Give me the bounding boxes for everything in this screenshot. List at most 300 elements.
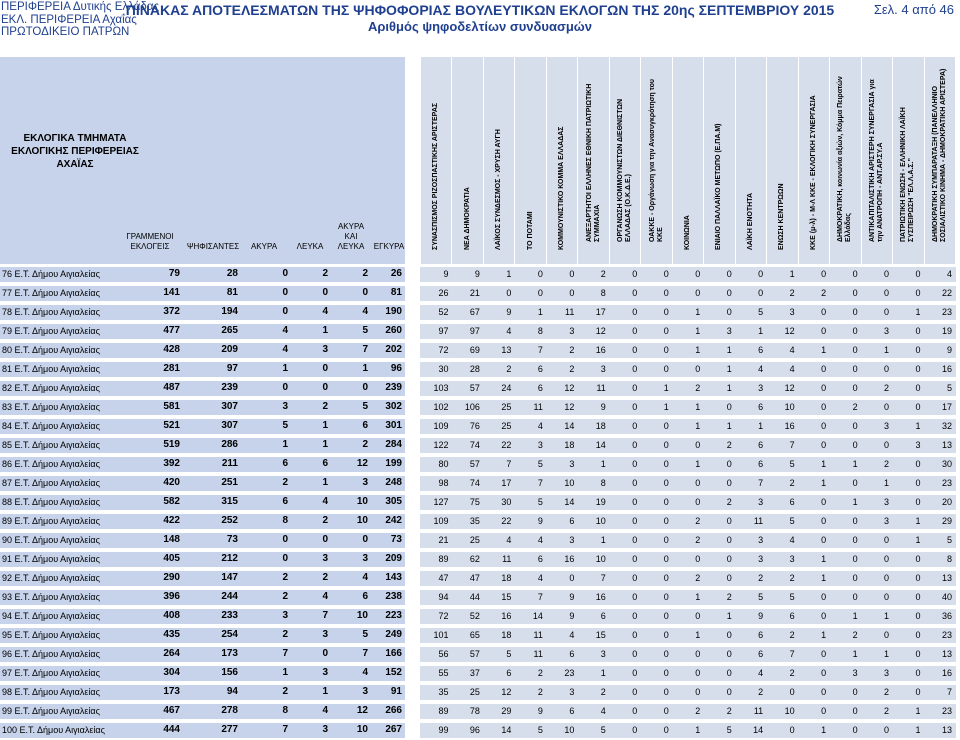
party-vote-cell: 12 [784, 383, 795, 393]
party-column-header [673, 57, 703, 264]
table-row [0, 626, 960, 645]
summary-cell: 3 [362, 553, 368, 564]
party-column-header [704, 57, 734, 264]
party-vote-cell: 4 [600, 706, 606, 716]
party-vote-cell: 13 [501, 345, 512, 355]
party-vote-cell: 0 [852, 440, 858, 450]
precinct-label: 87 Ε.Τ. Δήμου Αιγιαλείας [2, 478, 100, 488]
party-column-header [736, 57, 766, 264]
party-vote-cell: 11 [753, 706, 764, 716]
party-vote-cell: 8 [600, 288, 606, 298]
party-vote-cell: 0 [632, 421, 638, 431]
party-vote-cell: 12 [595, 326, 606, 336]
summary-cell: 10 [356, 724, 368, 735]
party-vote-cell: 23 [941, 630, 952, 640]
party-vote-cell: 0 [852, 345, 858, 355]
precinct-label: 98 Ε.Τ. Δήμου Αιγιαλείας [2, 687, 100, 697]
party-vote-cell: 0 [915, 554, 921, 564]
party-vote-cell: 4 [537, 421, 543, 431]
party-vote-cell: 97 [438, 326, 449, 336]
party-vote-cell: 0 [852, 554, 858, 564]
summary-cell: 7 [362, 344, 368, 355]
party-vote-cell: 80 [438, 459, 449, 469]
party-vote-cell: 9 [600, 402, 606, 412]
party-vote-cell: 6 [758, 630, 764, 640]
summary-cell: 7 [322, 610, 328, 621]
summary-cell: 10 [356, 496, 368, 507]
party-vote-cell: 2 [884, 383, 890, 393]
summary-cell: 0 [362, 382, 368, 393]
summary-cell: 141 [163, 287, 180, 298]
precinct-label: 94 Ε.Τ. Δήμου Αιγιαλείας [2, 611, 100, 621]
party-vote-cell: 0 [915, 478, 921, 488]
party-vote-cell: 0 [915, 345, 921, 355]
summary-cell: 10 [356, 515, 368, 526]
party-vote-cell: 11 [533, 402, 543, 412]
precinct-label: 83 Ε.Τ. Δήμου Αιγιαλείας [2, 402, 100, 412]
party-vote-cell: 7 [789, 649, 795, 659]
summary-cell: 284 [385, 439, 402, 450]
precinct-label: 91 Ε.Τ. Δήμου Αιγιαλείας [2, 554, 100, 564]
party-vote-cell: 11 [533, 630, 543, 640]
summary-cell: 3 [322, 629, 328, 640]
table-row [0, 702, 960, 721]
party-vote-cell: 0 [632, 478, 638, 488]
party-vote-cell: 0 [632, 535, 638, 545]
party-vote-cell: 4 [789, 345, 795, 355]
party-vote-cell: 14 [564, 497, 575, 507]
party-vote-cell: 6 [569, 706, 575, 716]
party-vote-cell: 7 [600, 573, 606, 583]
party-vote-cell: 0 [695, 269, 701, 279]
summary-cell: 3 [362, 686, 368, 697]
party-vote-cell: 0 [726, 478, 732, 488]
party-vote-cell: 74 [469, 478, 480, 488]
party-vote-cell: 0 [821, 440, 827, 450]
party-vote-cell: 1 [695, 725, 701, 735]
summary-cell: 91 [390, 686, 402, 697]
party-vote-cell: 8 [600, 478, 606, 488]
party-vote-cell: 0 [632, 516, 638, 526]
party-vote-cell: 0 [884, 573, 890, 583]
precinct-label: 90 Ε.Τ. Δήμου Αιγιαλείας [2, 535, 100, 545]
summary-cell: 3 [282, 610, 288, 621]
party-vote-cell: 122 [433, 440, 449, 450]
left-header-title-line: ΕΚΛΟΓΙΚΗΣ ΠΕΡΙΦΕΡΕΙΑΣ [11, 146, 139, 157]
party-vote-cell: 5 [758, 307, 764, 317]
party-vote-cell: 2 [789, 288, 795, 298]
party-vote-cell: 0 [852, 307, 858, 317]
summary-cell: 6 [322, 458, 328, 469]
summary-cell: 248 [385, 477, 402, 488]
summary-cell: 2 [282, 572, 288, 583]
party-vote-cell: 2 [852, 630, 858, 640]
party-vote-cell: 0 [663, 649, 669, 659]
summary-cell: 0 [322, 534, 328, 545]
page-title: ΠΙΝΑΚΑΣ ΑΠΟΤΕΛΕΣΜΑΤΩΝ ΤΗΣ ΨΗΦΟΦΟΡΙΑΣ ΒΟΥΛΕΥΤΙΚΩΝ ΕΚΛΟΓΩΝ ΤΗΣ 20ης ΣΕΠΤΕΜΒΡΙΟΥ 2015 [125, 2, 835, 18]
party-vote-cell: 1 [884, 478, 890, 488]
party-vote-cell: 0 [663, 269, 669, 279]
party-vote-cell: 47 [469, 573, 480, 583]
summary-cell: 0 [322, 648, 328, 659]
party-vote-cell: 0 [852, 326, 858, 336]
page-number: Σελ. 4 από 46 [873, 2, 954, 17]
party-vote-cell: 1 [821, 345, 827, 355]
party-vote-cell: 2 [600, 269, 606, 279]
summary-cell: 4 [322, 705, 328, 716]
party-vote-cell: 7 [758, 478, 764, 488]
party-vote-cell: 4 [569, 630, 575, 640]
summary-cell: 3 [322, 344, 328, 355]
party-vote-cell: 9 [537, 706, 543, 716]
party-vote-cell: 7 [946, 687, 952, 697]
party-vote-cell: 3 [569, 535, 575, 545]
party-vote-cell: 4 [537, 535, 543, 545]
party-vote-cell: 0 [726, 573, 732, 583]
summary-cell: 0 [322, 382, 328, 393]
summary-cell: 7 [282, 724, 288, 735]
party-vote-cell: 0 [663, 364, 669, 374]
party-vote-cell: 0 [632, 364, 638, 374]
summary-cell: 281 [163, 363, 180, 374]
left-column-header-line: ΑΚΥΡΑ [337, 222, 365, 231]
party-vote-cell: 0 [663, 459, 669, 469]
party-vote-cell: 0 [821, 326, 827, 336]
party-vote-cell: 17 [501, 478, 512, 488]
party-column-header [641, 57, 671, 264]
party-column-header [893, 57, 923, 264]
party-vote-cell: 22 [501, 516, 512, 526]
party-vote-cell: 1 [821, 459, 827, 469]
party-vote-cell: 25 [501, 402, 512, 412]
party-vote-cell: 16 [941, 668, 952, 678]
party-vote-cell: 11 [596, 383, 606, 393]
summary-cell: 6 [282, 458, 288, 469]
party-vote-cell: 5 [946, 383, 952, 393]
summary-cell: 392 [163, 458, 180, 469]
party-vote-cell: 3 [569, 459, 575, 469]
party-vote-cell: 3 [569, 687, 575, 697]
summary-cell: 242 [385, 515, 402, 526]
party-vote-cell: 6 [758, 649, 764, 659]
party-vote-cell: 7 [537, 478, 543, 488]
party-vote-cell: 74 [469, 440, 480, 450]
party-vote-cell: 1 [695, 592, 701, 602]
party-vote-cell: 0 [726, 516, 732, 526]
party-vote-cell: 10 [595, 554, 606, 564]
precinct-label: 86 Ε.Τ. Δήμου Αιγιαλείας [2, 459, 100, 469]
party-vote-cell: 0 [695, 440, 701, 450]
party-vote-cell: 0 [632, 402, 638, 412]
party-vote-cell: 23 [564, 668, 575, 678]
party-vote-cell: 2 [506, 364, 512, 374]
party-vote-cell: 1 [915, 421, 921, 431]
party-vote-cell: 6 [758, 345, 764, 355]
summary-cell: 315 [221, 496, 238, 507]
party-vote-cell: 0 [852, 421, 858, 431]
party-vote-cell: 1 [600, 459, 606, 469]
party-column-header [484, 57, 514, 264]
party-vote-cell: 0 [821, 307, 827, 317]
party-vote-cell: 16 [595, 592, 606, 602]
party-vote-cell: 0 [632, 554, 638, 564]
table-row [0, 512, 960, 531]
party-vote-cell: 0 [915, 326, 921, 336]
party-vote-cell: 0 [821, 668, 827, 678]
precinct-label: 100 Ε.Τ. Δήμου Αιγιαλείας [2, 725, 105, 735]
summary-cell: 582 [163, 496, 180, 507]
summary-cell: 12 [356, 458, 368, 469]
party-vote-cell: 1 [663, 402, 669, 412]
summary-cell: 194 [221, 306, 238, 317]
party-vote-cell: 10 [564, 478, 575, 488]
party-vote-cell: 2 [789, 573, 795, 583]
party-vote-cell: 8 [946, 554, 952, 564]
header-region-line: ΠΕΡΙΦΕΡΕΙΑ Δυτικής Ελλάδας [1, 1, 160, 13]
summary-cell: 435 [163, 629, 180, 640]
summary-cell: 2 [322, 572, 328, 583]
party-vote-cell: 72 [438, 611, 449, 621]
party-vote-cell: 0 [695, 554, 701, 564]
precinct-label: 95 Ε.Τ. Δήμου Αιγιαλείας [2, 630, 100, 640]
party-name: ΟΡΓΑΝΩΣΗ ΚΟΜΜΟΥΝΙΣΤΩΝ ΔΙΕΘΝΙΣΤΩΝ ΕΛΛΑΔΑΣ (Ο.Κ.Δ.Ε.) [617, 98, 633, 242]
party-vote-cell: 10 [564, 725, 575, 735]
party-vote-cell: 1 [915, 535, 921, 545]
party-vote-cell: 32 [941, 421, 952, 431]
table-row [0, 683, 960, 702]
party-vote-cell: 6 [600, 611, 606, 621]
summary-cell: 467 [163, 705, 180, 716]
party-vote-cell: 3 [884, 326, 890, 336]
party-vote-cell: 0 [789, 687, 795, 697]
party-vote-cell: 14 [595, 440, 606, 450]
party-vote-cell: 1 [695, 326, 701, 336]
party-vote-cell: 0 [884, 725, 890, 735]
party-vote-cell: 2 [726, 706, 732, 716]
summary-cell: 7 [362, 648, 368, 659]
party-vote-cell: 0 [852, 269, 858, 279]
party-vote-cell: 4 [506, 326, 512, 336]
summary-cell: 254 [221, 629, 238, 640]
party-vote-cell: 9 [537, 516, 543, 526]
summary-cell: 265 [221, 325, 238, 336]
summary-cell: 2 [282, 591, 288, 602]
party-vote-cell: 16 [941, 364, 952, 374]
party-vote-cell: 10 [784, 706, 795, 716]
party-vote-cell: 1 [852, 459, 858, 469]
party-vote-cell: 5 [537, 459, 543, 469]
party-vote-cell: 1 [663, 383, 669, 393]
party-vote-cell: 1 [915, 516, 921, 526]
party-vote-cell: 109 [433, 516, 449, 526]
summary-cell: 408 [163, 610, 180, 621]
party-vote-cell: 8 [537, 326, 543, 336]
summary-cell: 372 [163, 306, 180, 317]
party-column-header [862, 57, 892, 264]
party-vote-cell: 1 [726, 383, 732, 393]
party-vote-cell: 0 [915, 497, 921, 507]
summary-cell: 73 [390, 534, 402, 545]
party-vote-cell: 0 [915, 269, 921, 279]
party-vote-cell: 0 [821, 535, 827, 545]
precinct-label: 76 Ε.Τ. Δήμου Αιγιαλείας [2, 269, 100, 279]
party-vote-cell: 1 [852, 497, 858, 507]
table-row [0, 550, 960, 569]
party-vote-cell: 0 [569, 288, 575, 298]
party-vote-cell: 9 [443, 269, 449, 279]
party-vote-cell: 1 [695, 630, 701, 640]
party-column-header [767, 57, 797, 264]
summary-cell: 4 [362, 306, 368, 317]
summary-cell: 521 [163, 420, 180, 431]
party-vote-cell: 13 [941, 440, 952, 450]
party-vote-cell: 0 [821, 269, 827, 279]
table-row [0, 265, 960, 284]
party-vote-cell: 1 [600, 668, 606, 678]
left-header-title-line: ΕΚΛΟΓΙΚΑ ΤΜΗΜΑΤΑ [23, 133, 127, 144]
summary-cell: 428 [163, 344, 180, 355]
party-vote-cell: 0 [821, 649, 827, 659]
party-vote-cell: 0 [884, 288, 890, 298]
summary-cell: 3 [322, 553, 328, 564]
summary-cell: 252 [221, 515, 238, 526]
summary-cell: 5 [362, 401, 368, 412]
party-vote-cell: 0 [632, 725, 638, 735]
party-vote-cell: 6 [758, 402, 764, 412]
party-vote-cell: 0 [821, 706, 827, 716]
party-vote-cell: 89 [438, 554, 449, 564]
party-vote-cell: 0 [663, 478, 669, 488]
party-vote-cell: 0 [663, 725, 669, 735]
party-column-header [578, 57, 608, 264]
party-column-header [547, 57, 577, 264]
table-row [0, 474, 960, 493]
party-name: ΔΗΜΟΚΡΑΤΙΚΗ, κοινωνία αξιών, Κόμμα Πειρατών Ελλάδας [837, 76, 853, 242]
summary-cell: 94 [226, 686, 238, 697]
party-vote-cell: 0 [726, 668, 732, 678]
left-header-title-line: ΑΧΑΪΑΣ [56, 159, 94, 170]
party-vote-cell: 23 [941, 706, 952, 716]
party-vote-cell: 12 [784, 326, 795, 336]
party-vote-cell: 0 [663, 421, 669, 431]
party-vote-cell: 67 [469, 307, 480, 317]
party-vote-cell: 0 [632, 440, 638, 450]
party-vote-cell: 0 [884, 554, 890, 564]
party-vote-cell: 0 [789, 725, 795, 735]
table-row [0, 360, 960, 379]
party-vote-cell: 0 [695, 687, 701, 697]
party-vote-cell: 96 [469, 725, 480, 735]
party-vote-cell: 9 [569, 592, 575, 602]
party-vote-cell: 19 [595, 497, 606, 507]
summary-cell: 1 [322, 477, 328, 488]
party-vote-cell: 0 [632, 687, 638, 697]
party-vote-cell: 1 [695, 307, 701, 317]
party-vote-cell: 2 [852, 402, 858, 412]
party-vote-cell: 2 [537, 668, 543, 678]
table-row [0, 284, 960, 303]
precinct-label: 97 Ε.Τ. Δήμου Αιγιαλείας [2, 668, 100, 678]
summary-cell: 278 [221, 705, 238, 716]
party-vote-cell: 3 [758, 535, 764, 545]
party-vote-cell: 127 [433, 497, 449, 507]
party-vote-cell: 1 [789, 269, 795, 279]
party-vote-cell: 0 [884, 307, 890, 317]
summary-cell: 1 [322, 325, 328, 336]
party-vote-cell: 29 [501, 706, 512, 716]
table-row [0, 303, 960, 322]
summary-cell: 173 [163, 686, 180, 697]
party-vote-cell: 0 [852, 383, 858, 393]
summary-cell: 0 [282, 287, 288, 298]
party-vote-cell: 2 [569, 345, 575, 355]
party-vote-cell: 16 [564, 554, 575, 564]
party-vote-cell: 0 [726, 459, 732, 469]
party-vote-cell: 0 [821, 421, 827, 431]
party-vote-cell: 2 [884, 706, 890, 716]
left-column-header-line: ΑΚΥΡΑ [250, 242, 278, 251]
party-vote-cell: 12 [564, 402, 575, 412]
summary-cell: 211 [221, 458, 238, 469]
party-vote-cell: 1 [506, 269, 512, 279]
party-vote-cell: 0 [915, 364, 921, 374]
summary-cell: 396 [163, 591, 180, 602]
party-name: ΕΝΙΑΙΟ ΠΑΛΛΑΪΚΟ ΜΕΤΩΠΟ (Ε.ΠΑ.Μ) [715, 123, 723, 250]
party-vote-cell: 5 [789, 459, 795, 469]
party-vote-cell: 94 [438, 592, 449, 602]
summary-cell: 202 [385, 344, 402, 355]
summary-cell: 4 [362, 667, 368, 678]
party-vote-cell: 4 [946, 269, 952, 279]
party-vote-cell: 2 [789, 668, 795, 678]
party-column-header [515, 57, 545, 264]
party-vote-cell: 4 [758, 364, 764, 374]
summary-cell: 1 [282, 667, 288, 678]
party-vote-cell: 0 [695, 611, 701, 621]
party-vote-cell: 0 [726, 687, 732, 697]
page-subtitle: Αριθμός ψηφοδελτίων συνδυασμών [367, 19, 593, 34]
summary-cell: 166 [385, 648, 402, 659]
summary-cell: 1 [322, 439, 328, 450]
summary-cell: 190 [385, 306, 402, 317]
summary-cell: 244 [221, 591, 238, 602]
party-vote-cell: 0 [915, 630, 921, 640]
party-vote-cell: 0 [852, 706, 858, 716]
party-vote-cell: 2 [884, 459, 890, 469]
summary-cell: 2 [282, 629, 288, 640]
summary-cell: 0 [282, 306, 288, 317]
party-column-header [452, 57, 482, 264]
party-column-header [925, 57, 955, 264]
party-vote-cell: 6 [506, 668, 512, 678]
party-vote-cell: 0 [695, 478, 701, 488]
party-vote-cell: 76 [469, 421, 480, 431]
party-vote-cell: 0 [663, 535, 669, 545]
party-vote-cell: 0 [632, 307, 638, 317]
summary-cell: 8 [282, 515, 288, 526]
party-vote-cell: 98 [438, 478, 449, 488]
party-vote-cell: 0 [663, 573, 669, 583]
summary-cell: 173 [221, 648, 238, 659]
summary-cell: 148 [163, 534, 180, 545]
party-vote-cell: 0 [632, 326, 638, 336]
party-vote-cell: 1 [695, 345, 701, 355]
summary-cell: 307 [221, 401, 238, 412]
party-vote-cell: 0 [663, 497, 669, 507]
party-vote-cell: 0 [726, 535, 732, 545]
table-row [0, 588, 960, 607]
summary-cell: 8 [282, 705, 288, 716]
